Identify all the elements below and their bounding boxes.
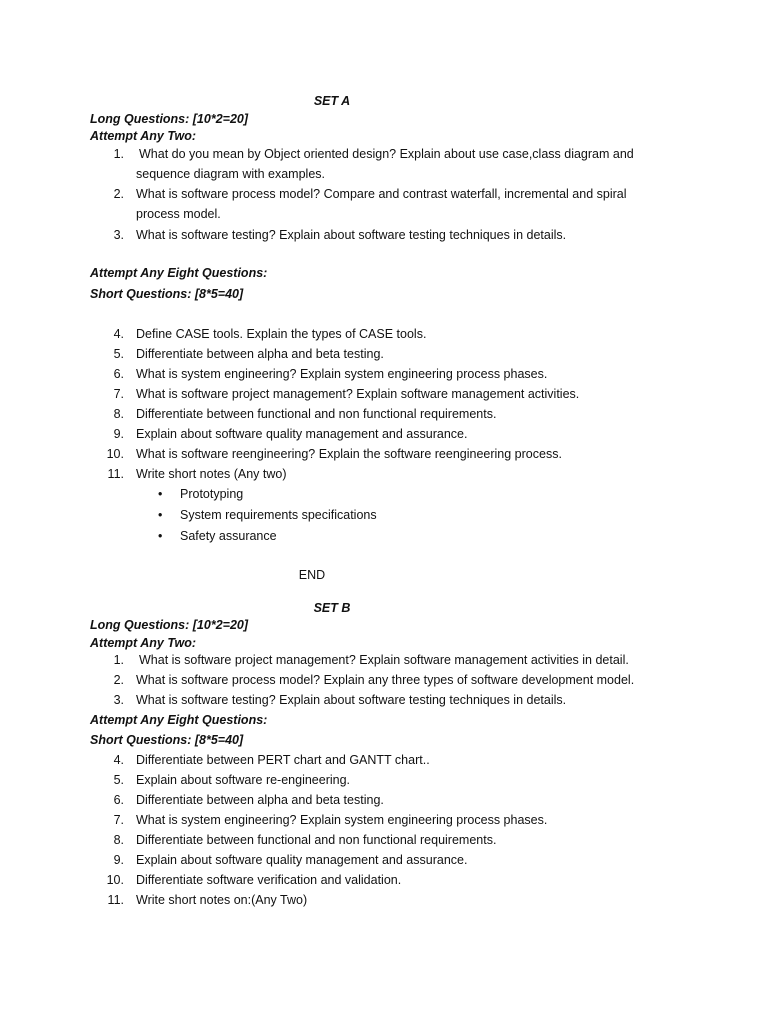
set-b-short-attempt: Attempt Any Eight Questions:: [90, 713, 268, 727]
set-b-short-question-num: 5.: [113, 773, 124, 787]
set-a-long-q3: What is software testing? Explain about software testing techniques in details.: [136, 228, 567, 242]
bullet-icon: •: [158, 508, 163, 522]
set-a-short-question-num: 4.: [113, 327, 124, 341]
set-a-long-heading: Long Questions: [10*2=20]: [90, 112, 249, 126]
set-b-long-heading: Long Questions: [10*2=20]: [90, 618, 249, 632]
set-b-short-question-text: Write short notes on:(Any Two): [136, 893, 308, 907]
set-a-long-q1-num: 1.: [113, 147, 124, 161]
set-b-long-question-text: What is software project management? Explain software management activities in detail.: [139, 653, 629, 667]
set-a-short-attempt: Attempt Any Eight Questions:: [90, 266, 268, 280]
set-b-short-question-num: 6.: [113, 793, 124, 807]
set-a-short-heading: Short Questions: [8*5=40]: [90, 287, 244, 301]
set-a-end: END: [298, 568, 326, 582]
set-a-short-question-text: What is software project management? Explain software management activities.: [136, 387, 580, 401]
set-a-long-q2-line2: process model.: [136, 207, 221, 221]
set-b-short-question-num: 7.: [113, 813, 124, 827]
set-b-short-question-text: Differentiate software verification and validation.: [136, 873, 402, 887]
set-a-long-q2-line1: What is software process model? Compare and contrast waterfall, incremental and spiral: [136, 187, 627, 201]
set-b-long-question-num: 2.: [113, 673, 124, 687]
set-b-long-question-text: What is software testing? Explain about software testing techniques in details.: [136, 693, 567, 707]
set-a-short-question-num: 8.: [113, 407, 124, 421]
set-a-long-q1-line2: sequence diagram with examples.: [136, 167, 325, 181]
set-b-short-question-text: Differentiate between functional and non functional requirements.: [136, 833, 497, 847]
set-a-short-question-text: What is software reengineering? Explain the software reengineering process.: [136, 447, 562, 461]
set-a-note-item: System requirements specifications: [180, 508, 377, 522]
set-a-short-question-num: 9.: [113, 427, 124, 441]
bullet-icon: •: [158, 529, 163, 543]
set-a-long-q2-num: 2.: [113, 187, 124, 201]
set-b-title: SET B: [313, 601, 351, 615]
set-a-long-attempt: Attempt Any Two:: [90, 129, 197, 143]
set-a-short-question-text: What is system engineering? Explain system engineering process phases.: [136, 367, 548, 381]
set-a-short-question-text: Write short notes (Any two): [136, 467, 287, 481]
set-b-short-question-num: 4.: [113, 753, 124, 767]
set-b-long-attempt: Attempt Any Two:: [90, 636, 197, 650]
set-b-short-heading: Short Questions: [8*5=40]: [90, 733, 244, 747]
set-a-short-question-text: Explain about software quality management and assurance.: [136, 427, 468, 441]
set-b-short-question-text: Explain about software quality management and assurance.: [136, 853, 468, 867]
set-b-long-question-num: 1.: [113, 653, 124, 667]
set-a-short-question-num: 6.: [113, 367, 124, 381]
set-b-long-question-num: 3.: [113, 693, 124, 707]
set-b-short-question-num: 11.: [107, 893, 124, 907]
set-b-short-question-text: What is system engineering? Explain system engineering process phases.: [136, 813, 548, 827]
set-a-short-question-num: 10.: [106, 447, 124, 461]
set-a-long-q1-line1: What do you mean by Object oriented design? Explain about use case,class diagram and: [139, 147, 634, 161]
set-b-long-question-text: What is software process model? Explain any three types of software development model.: [136, 673, 635, 687]
set-a-short-question-text: Differentiate between alpha and beta testing.: [136, 347, 384, 361]
set-b-short-question-text: Explain about software re-engineering.: [136, 773, 351, 787]
set-b-short-question-num: 8.: [113, 833, 124, 847]
set-a-long-q3-num: 3.: [113, 228, 124, 242]
set-a-short-question-num: 11.: [107, 467, 124, 481]
set-a-short-question-num: 7.: [113, 387, 124, 401]
set-a-note-item: Prototyping: [180, 487, 244, 501]
set-a-title: SET A: [313, 94, 351, 108]
set-a-short-question-num: 5.: [113, 347, 124, 361]
set-b-short-question-num: 9.: [113, 853, 124, 867]
set-a-short-question-text: Define CASE tools. Explain the types of CASE tools.: [136, 327, 427, 341]
set-a-short-question-text: Differentiate between functional and non functional requirements.: [136, 407, 497, 421]
set-a-note-item: Safety assurance: [180, 529, 277, 543]
bullet-icon: •: [158, 487, 163, 501]
set-b-short-question-text: Differentiate between alpha and beta testing.: [136, 793, 384, 807]
set-b-short-question-text: Differentiate between PERT chart and GANTT chart..: [136, 753, 430, 767]
set-b-short-question-num: 10.: [106, 873, 124, 887]
